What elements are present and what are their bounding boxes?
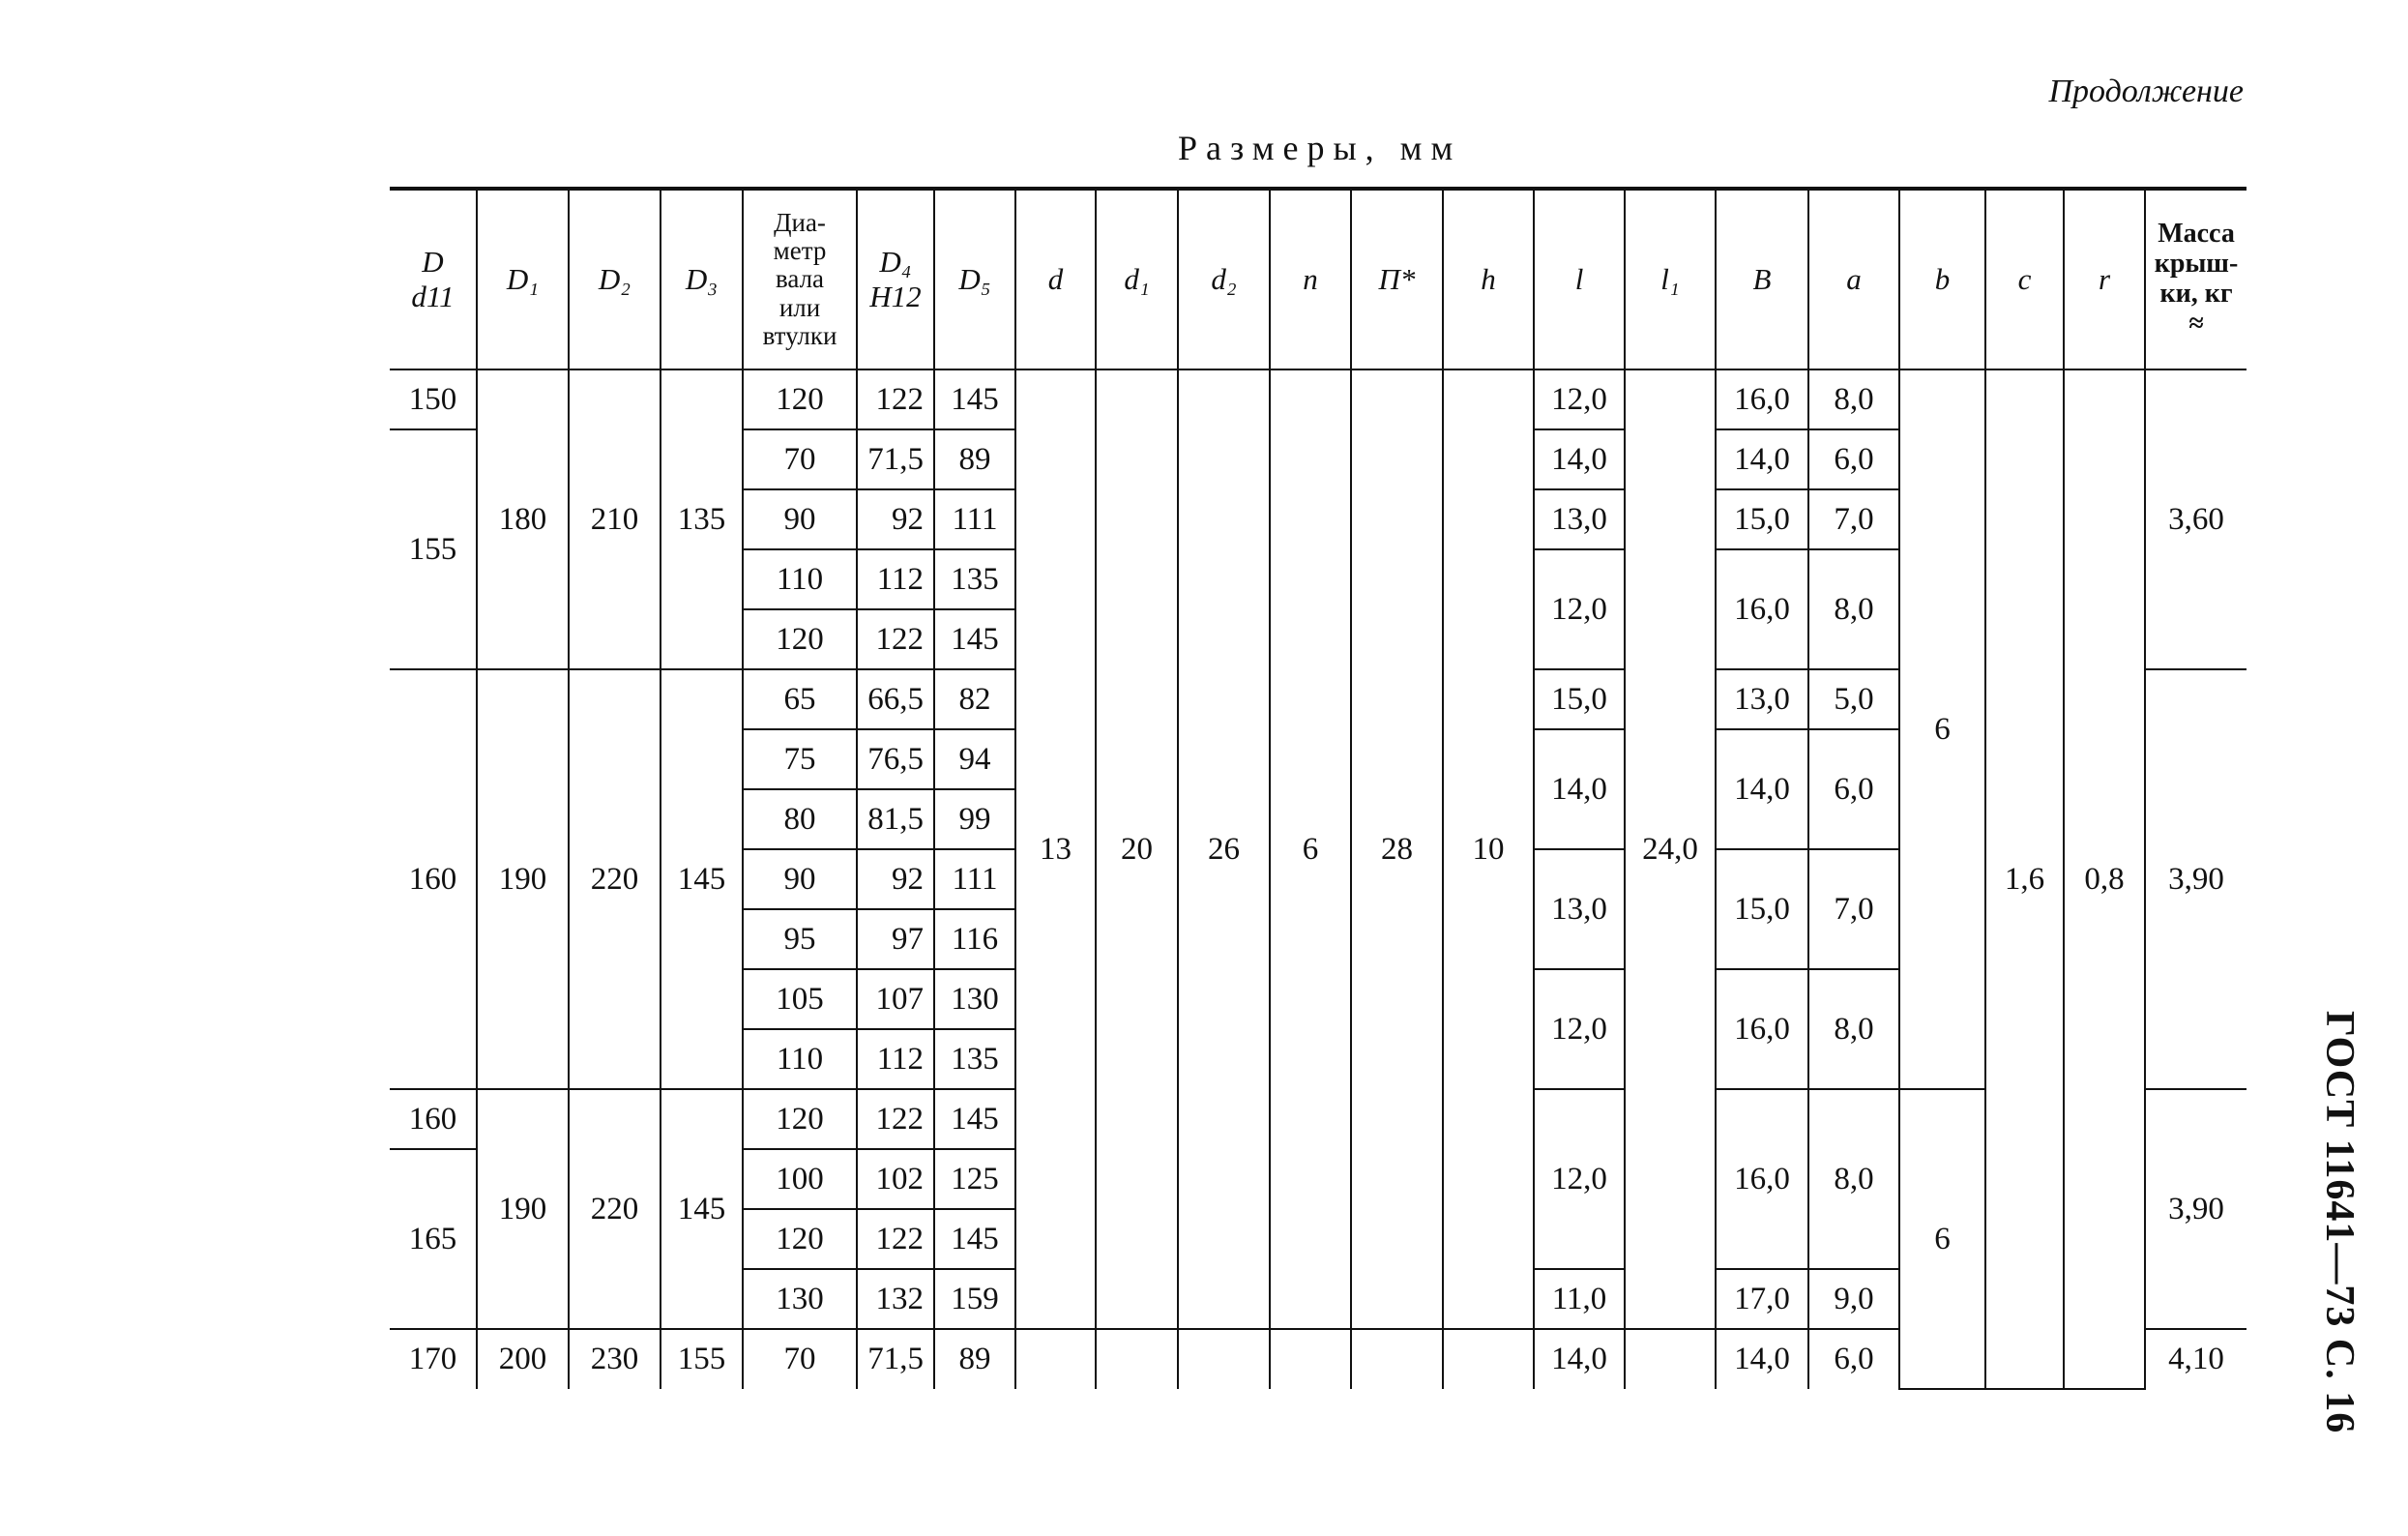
col-header-D: D d11 [390,189,477,369]
cell-D: 160 [390,1089,477,1149]
cell-D4: 97 [857,909,934,969]
cell-D4: 92 [857,489,934,549]
cell-shaft: 70 [743,1329,857,1389]
cell-D3: 155 [661,1329,743,1389]
cell-D5: 135 [934,549,1015,609]
cell-d2 [1178,1329,1270,1389]
cell-d1 [1096,1329,1178,1389]
cell-D5: 116 [934,909,1015,969]
cell-D5: 111 [934,489,1015,549]
cell-shaft: 130 [743,1269,857,1329]
cell-mass: 3,60 [2145,369,2246,669]
cell-D4: 71,5 [857,429,934,489]
cell-shaft: 75 [743,729,857,789]
cell-B: 16,0 [1716,969,1808,1089]
cell-a: 6,0 [1808,429,1899,489]
cell-D5: 159 [934,1269,1015,1329]
cell-l: 12,0 [1534,549,1625,669]
cell-B: 16,0 [1716,1089,1808,1269]
cell-shaft: 70 [743,429,857,489]
col-header-h: h [1443,189,1534,369]
cell-a: 7,0 [1808,849,1899,969]
cell-mass: 4,10 [2145,1329,2246,1389]
cell-l: 14,0 [1534,429,1625,489]
cell-mass: 3,90 [2145,1089,2246,1329]
cell-D5: 145 [934,1089,1015,1149]
cell-a: 6,0 [1808,729,1899,849]
cell-l: 15,0 [1534,669,1625,729]
cell-D4: 107 [857,969,934,1029]
col-header-D1: D₁ [477,189,569,369]
cell-D1: 190 [477,669,569,1089]
cell-P: 28 [1351,369,1443,1329]
cell-shaft: 120 [743,1089,857,1149]
cell-D5: 130 [934,969,1015,1029]
cell-D3: 145 [661,1089,743,1329]
cell-D: 165 [390,1149,477,1329]
cell-B: 15,0 [1716,849,1808,969]
cell-D4: 112 [857,549,934,609]
cell-D4: 122 [857,609,934,669]
col-header-l1: l₁ [1625,189,1716,369]
cell-shaft: 110 [743,549,857,609]
cell-a: 7,0 [1808,489,1899,549]
cell-D4: 122 [857,1209,934,1269]
cell-shaft: 120 [743,369,857,429]
cell-D5: 94 [934,729,1015,789]
cell-h: 10 [1443,369,1534,1329]
dimensions-table [390,187,2246,1390]
cell-D5: 135 [934,1029,1015,1089]
cell-D5: 82 [934,669,1015,729]
cell-B: 14,0 [1716,729,1808,849]
cell-l: 13,0 [1534,489,1625,549]
col-header-l: l [1534,189,1625,369]
cell-B: 16,0 [1716,549,1808,669]
cell-shaft: 65 [743,669,857,729]
cell-shaft: 80 [743,789,857,849]
cell-shaft: 90 [743,849,857,909]
cell-d: 13 [1015,369,1096,1329]
cell-D5: 111 [934,849,1015,909]
cell-D5: 125 [934,1149,1015,1209]
cell-shaft: 120 [743,609,857,669]
cell-b: 6 [1899,369,1985,1089]
continuation-label: Продолжение [2048,74,2244,109]
cell-D5: 99 [934,789,1015,849]
cell-a: 6,0 [1808,1329,1899,1389]
cell-n: 6 [1270,369,1351,1329]
col-header-b: b [1899,189,1985,369]
cell-a: 5,0 [1808,669,1899,729]
cell-r: 0,8 [2064,369,2145,1389]
col-header-r: r [2064,189,2145,369]
cell-l: 14,0 [1534,1329,1625,1389]
cell-b: 6 [1899,1089,1985,1389]
col-header-shaft-diameter: Диа- метр вала или втулки [743,189,857,369]
col-header-c: c [1985,189,2064,369]
cell-l: 14,0 [1534,729,1625,849]
header-row [390,189,2246,369]
col-header-D4: D₄ H12 [857,189,934,369]
cell-B: 13,0 [1716,669,1808,729]
col-header-D3: D₃ [661,189,743,369]
cell-D3: 135 [661,369,743,669]
col-header-d: d [1015,189,1096,369]
cell-mass: 3,90 [2145,669,2246,1089]
cell-D3: 145 [661,669,743,1089]
cell-D5: 89 [934,429,1015,489]
cell-shaft: 90 [743,489,857,549]
cell-a: 8,0 [1808,969,1899,1089]
cell-D: 170 [390,1329,477,1389]
cell-shaft: 110 [743,1029,857,1089]
cell-D4: 132 [857,1269,934,1329]
col-header-d1: d₁ [1096,189,1178,369]
cell-l: 12,0 [1534,969,1625,1089]
table-caption: Размеры, мм [1178,129,1462,167]
col-header-a: a [1808,189,1899,369]
col-header-mass: Масса крыш- ки, кг ≈ [2145,189,2246,369]
cell-D: 160 [390,669,477,1089]
cell-D4: 76,5 [857,729,934,789]
cell-B: 15,0 [1716,489,1808,549]
col-header-n: n [1270,189,1351,369]
cell-D2: 220 [569,669,661,1089]
cell-D2: 210 [569,369,661,669]
cell-l: 12,0 [1534,1089,1625,1269]
cell-D1: 200 [477,1329,569,1389]
cell-D5: 89 [934,1329,1015,1389]
cell-l: 13,0 [1534,849,1625,969]
cell-shaft: 120 [743,1209,857,1269]
col-header-d2: d₂ [1178,189,1270,369]
cell-c: 1,6 [1985,369,2064,1389]
cell-B: 16,0 [1716,369,1808,429]
cell-D1: 190 [477,1089,569,1329]
cell-D5: 145 [934,609,1015,669]
cell-B: 14,0 [1716,1329,1808,1389]
cell-l: 11,0 [1534,1269,1625,1329]
cell-D4: 112 [857,1029,934,1089]
cell-D2: 220 [569,1089,661,1329]
cell-n [1270,1329,1351,1389]
col-header-D2: D₂ [569,189,661,369]
cell-D5: 145 [934,369,1015,429]
cell-shaft: 100 [743,1149,857,1209]
cell-l1: 24,0 [1625,369,1716,1329]
cell-D4: 92 [857,849,934,909]
cell-l1 [1625,1329,1716,1389]
cell-l: 12,0 [1534,369,1625,429]
cell-a: 8,0 [1808,549,1899,669]
col-header-P: П* [1351,189,1443,369]
cell-D: 155 [390,429,477,669]
cell-a: 9,0 [1808,1269,1899,1329]
cell-D1: 180 [477,369,569,669]
cell-d2: 26 [1178,369,1270,1329]
col-header-D5: D₅ [934,189,1015,369]
cell-B: 14,0 [1716,429,1808,489]
cell-D4: 81,5 [857,789,934,849]
cell-D5: 145 [934,1209,1015,1269]
cell-D4: 71,5 [857,1329,934,1389]
col-header-B: B [1716,189,1808,369]
cell-d [1015,1329,1096,1389]
cell-a: 8,0 [1808,1089,1899,1269]
standard-page-label: ГОСТ 11641—73 С. 16 [2317,1011,2362,1434]
cell-D2: 230 [569,1329,661,1389]
cell-D4: 102 [857,1149,934,1209]
cell-d1: 20 [1096,369,1178,1329]
cell-shaft: 95 [743,909,857,969]
cell-D4: 66,5 [857,669,934,729]
cell-h [1443,1329,1534,1389]
cell-a: 8,0 [1808,369,1899,429]
cell-P [1351,1329,1443,1389]
cell-B: 17,0 [1716,1269,1808,1329]
cell-D4: 122 [857,1089,934,1149]
cell-D: 150 [390,369,477,429]
cell-D4: 122 [857,369,934,429]
table-row [390,369,2246,429]
cell-shaft: 105 [743,969,857,1029]
